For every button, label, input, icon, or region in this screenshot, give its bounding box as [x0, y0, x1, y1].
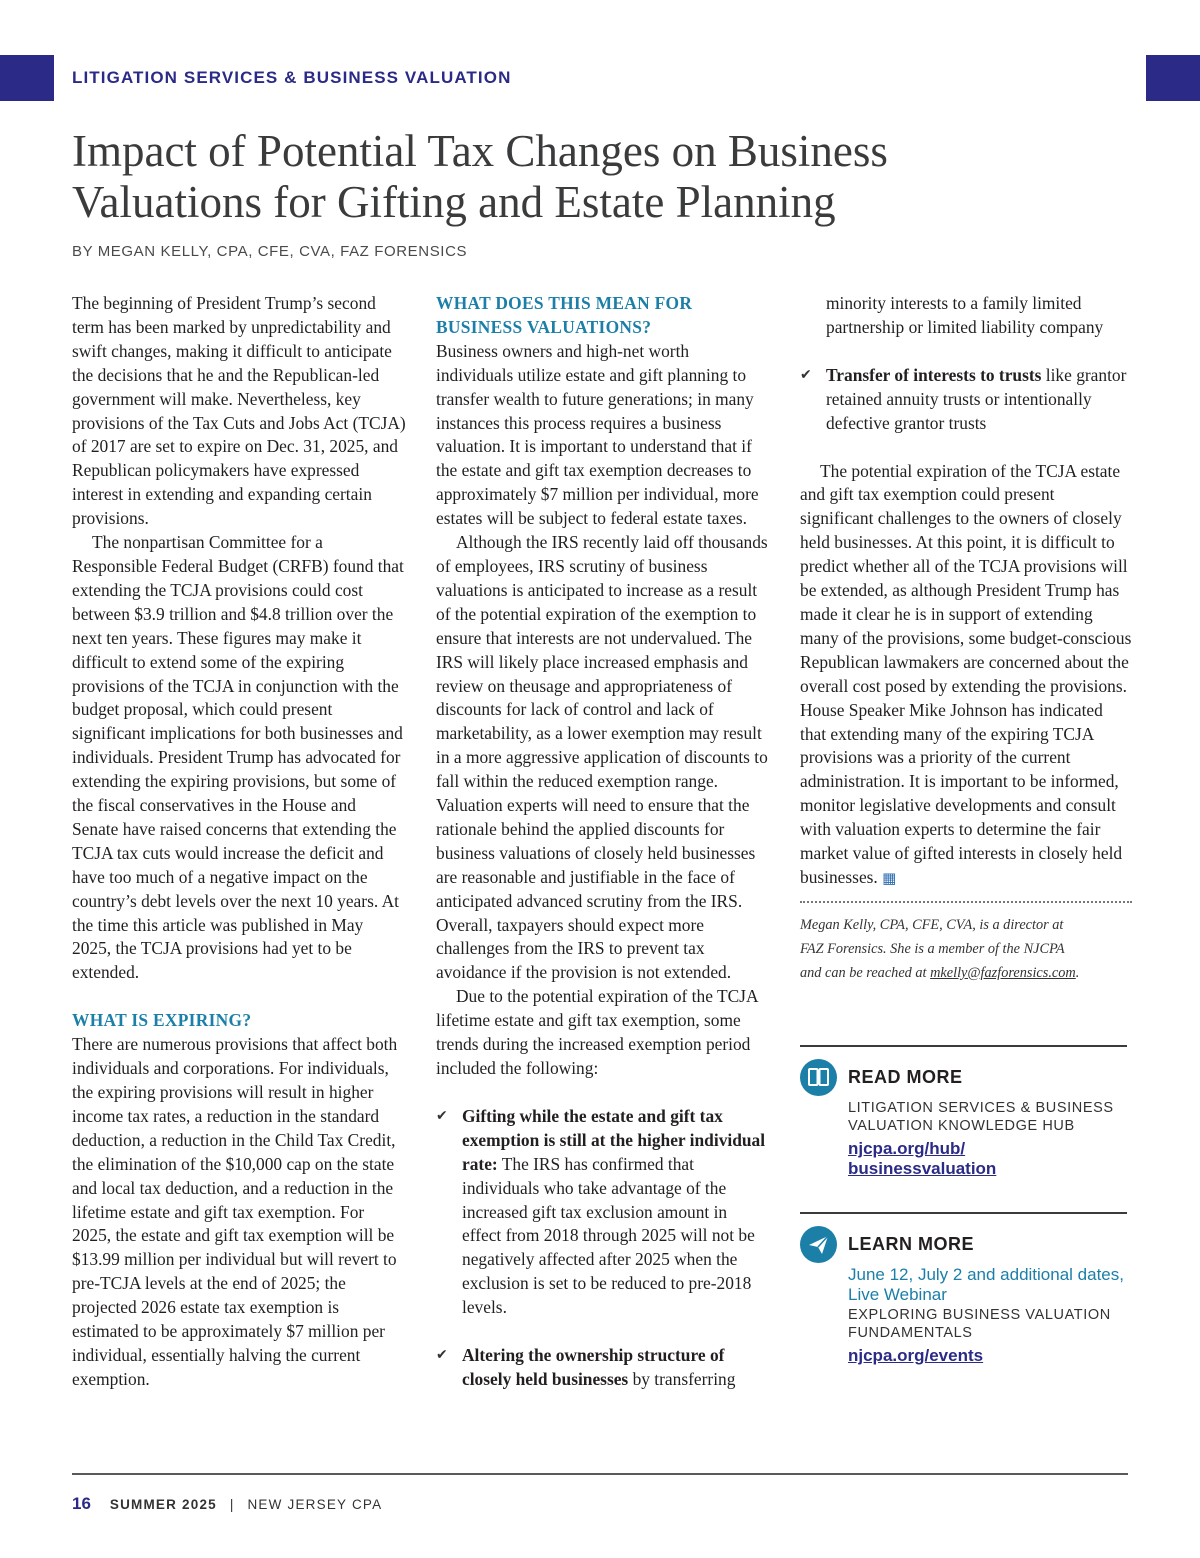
learn-more-link[interactable]: njcpa.org/events [848, 1346, 984, 1365]
dotted-divider [800, 901, 1132, 903]
page-number: 16 [72, 1494, 91, 1513]
header-tab-right [1146, 55, 1200, 101]
paragraph: Business owners and high-net worth individuals utilize estate and gift planning to transfer wealth to future generations; in many instances this process requires a business valuation. It is important to understand that if the estate and gift tax exemption decreases to approximately $7 million per individual, more estates will be subject to federal estate taxes. [436, 340, 759, 529]
paragraph: The nonpartisan Committee for a Responsible Federal Budget (CRFB) found that extending the TCJA provisions could cost between $3.9 trillion and $4.8 trillion over the next ten years. These figures may make it difficult to extend some of the expiring provisions of the TCJA in conjunction with the budget proposal, which could present significant implications for both businesses and individuals. President Trump has advocated for extending the expiring provisions, but some of the fiscal conservatives in the House and Senate have raised concerns that extending the TCJA tax cuts would increase the deficit and have too much of a negative impact on the country’s debt levels over the next 10 years. At the time this article was published in May 2025, the TCJA provisions had yet to be extended. [72, 532, 404, 983]
learn-more-label: EXPLORING BUSINESS VALUATION FUNDAMENTALS [848, 1307, 1111, 1341]
checkmark-icon: ✔ [800, 366, 812, 383]
subheading-business-valuations: WHAT DOES THIS MEAN FOR BUSINESS VALUATIONS? [436, 293, 693, 337]
bio-line [800, 961, 1132, 985]
link-line[interactable]: businessvaluation [848, 1159, 997, 1178]
title-line-1: Impact of Potential Tax Changes on Business [72, 126, 888, 176]
author-email-link[interactable]: mkelly@fazforensics.com [930, 964, 1076, 981]
read-more-heading: READ MORE [848, 1067, 963, 1087]
bio-text: and can be reached at [800, 964, 931, 981]
author-bio [800, 913, 1132, 985]
paragraph-text: The potential expiration of the TCJA estate and gift tax exemption could present significant challenges to the owners of closely held businesses. At this point, it is difficult to predict whether all of the TCJA provisions will be extended, as although President Trump has made it clear he is in support of extending many of the provisions, some budget-conscious Republican lawmakers are concerned about the overall cost posed by extending the provisions. House Speaker Mike Johnson has indicated that extending many of the expiring TCJA provisions was a priority of the current administration. It is important to be informed, monitor legislative developments and consult with valuation experts to determine the fair market value of gifted interests in closely held businesses. [800, 460, 1132, 887]
paragraph: There are numerous provisions that affect both individuals and corporations. For individuals, the expiring provisions will result in higher income tax rates, a reduction in the standard deduction, a reduction in the Child Tax Credit, the elimination of the $10,000 cap on the state and local tax deduction, and a reduction in the lifetime estate and gift tax exemption. For 2025, the estate and gift tax exemption will be $13.99 million per individual but will revert to pre-TCJA levels at the end of 2025; the projected 2026 estate tax exemption is estimated to be approximately $7 million per individual, essentially halving the current exemption. [72, 1034, 398, 1389]
bullet-bold: Transfer of interests to trusts [826, 364, 1042, 385]
publication-name: NEW JERSEY CPA [247, 1497, 383, 1512]
column-1 [72, 292, 406, 1392]
column-2 [436, 292, 770, 1392]
paragraph: Due to the potential expiration of the TCJA lifetime estate and gift tax exemption, some trends during the increased exemption period included the following: [436, 986, 758, 1078]
bio-line: Megan Kelly, CPA, CFE, CVA, is a director at [800, 916, 1064, 933]
read-more-label: LITIGATION SERVICES & BUSINESS VALUATION KNOWLEDGE HUB [848, 1100, 1114, 1134]
learn-more-heading: LEARN MORE [848, 1234, 974, 1254]
bio-text: . [1075, 964, 1080, 981]
issue-label: SUMMER 2025 [109, 1497, 217, 1512]
article-title [72, 126, 1072, 228]
checkmark-icon: ✔ [436, 1107, 448, 1124]
bullet-bold: Gifting while the estate and gift tax exemption is still at the higher individual rate: [462, 1105, 766, 1174]
bullet-text: The IRS has confirmed that individuals who take advantage of the increased gift tax exclusion amount in effect from 2018 through 2025 will not be negatively affected after 2025 when the exclusion is set to be reduced to pre-2018 levels. [462, 1153, 755, 1318]
paragraph [800, 460, 1132, 891]
bullet-continuation: minority interests to a family limited partnership or limited liability company [826, 293, 1104, 337]
learn-more-box [800, 1212, 1127, 1365]
learn-more-dates: June 12, July 2 and additional dates, Live Webinar [848, 1265, 1124, 1304]
book-icon [800, 1059, 837, 1096]
title-line-2: Valuations for Gifting and Estate Planning [72, 177, 836, 227]
end-mark-icon: ▦ [882, 868, 897, 887]
header-tab-left [0, 55, 54, 101]
bullet-gifting [436, 1105, 770, 1320]
paragraph: The beginning of President Trump’s second term has been marked by unpredictability and swift changes, making it difficult to anticipate the decisions that he and the Republican-led government will make. Nevertheless, key provisions of the Tax Cuts and Jobs Act (TCJA) of 2017 are set to expire on Dec. 31, 2025, and Republican policymakers have expressed interest in extending and expanding certain provisions. [72, 293, 406, 529]
bio-line: FAZ Forensics. She is a member of the NJCPA [800, 940, 1065, 957]
bullet-trusts [800, 364, 1132, 436]
paragraph: Although the IRS recently laid off thousands of employees, IRS scrutiny of business valuations is anticipated to increase as a result of the potential expiration of the exemption to ensure that interests are not undervalued. The IRS will likely place increased emphasis and review on theusage and appropriateness of discounts for lack of control and lack of marketability, as a lower exemption may result in a more aggressive application of discounts to fall within the reduced exemption range. Valuation experts will need to ensure that the rationale behind the applied discounts for business valuations of closely held businesses are reasonable and justifiable in the face of anticipated advanced scrutiny from the IRS. Overall, taxpayers should expect more challenges from the IRS to prevent tax avoidance if the provision is not extended. [436, 532, 768, 983]
subheading-what-is-expiring: WHAT IS EXPIRING? [72, 1010, 252, 1031]
footer [72, 1494, 382, 1514]
bullet-text: like grantor retained annuity trusts or intentionally defective grantor trusts [826, 364, 1127, 433]
footer-rule [72, 1473, 1128, 1475]
column-3 [800, 292, 1132, 985]
paper-plane-icon [800, 1226, 837, 1263]
link-line[interactable]: njcpa.org/hub/ [848, 1139, 966, 1158]
byline: BY MEGAN KELLY, CPA, CFE, CVA, FAZ FORENSICS [72, 243, 468, 260]
bullet-bold: Altering the ownership structure of closely held businesses [462, 1345, 725, 1389]
bullet-ownership [436, 1344, 770, 1392]
section-label: LITIGATION SERVICES & BUSINESS VALUATION [72, 68, 512, 87]
checkmark-icon: ✔ [436, 1347, 448, 1364]
read-more-link[interactable] [848, 1139, 1128, 1179]
read-more-box [800, 1045, 1127, 1178]
footer-separator: | [229, 1497, 235, 1512]
bullet-text: by transferring [628, 1368, 736, 1389]
